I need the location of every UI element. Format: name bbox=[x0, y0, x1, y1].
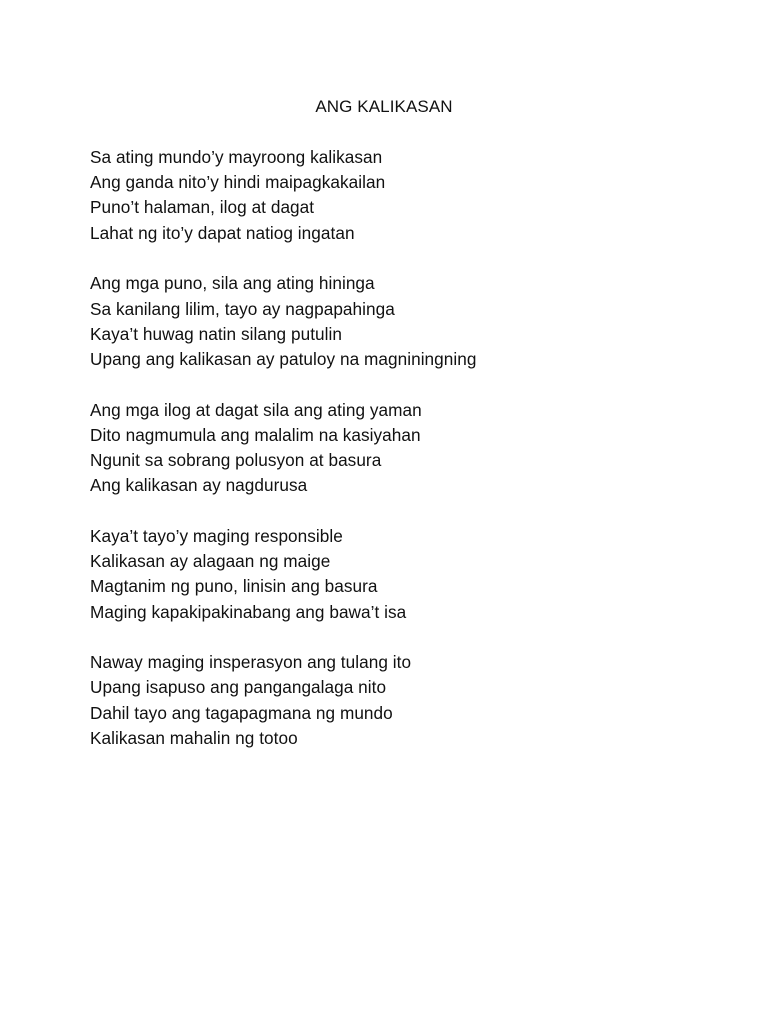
poem-line: Ngunit sa sobrang polusyon at basura bbox=[90, 450, 382, 471]
poem-line: Naway maging insperasyon ang tulang ito bbox=[90, 652, 412, 673]
poem-line: Ang mga ilog at dagat sila ang ating yaman bbox=[90, 399, 422, 420]
poem-line: Lahat ng ito’y dapat natiog ingatan bbox=[90, 222, 355, 243]
poem-line: Maging kapakipakinabang ang bawa’t isa bbox=[90, 601, 407, 622]
stanza-2 bbox=[90, 271, 710, 372]
stanza-3 bbox=[90, 398, 710, 499]
poem-line: Sa ating mundo’y mayroong kalikasan bbox=[90, 147, 383, 167]
poem-line: Ang mga puno, sila ang ating hininga bbox=[90, 273, 375, 294]
stanza-5 bbox=[90, 650, 710, 751]
poem-line: Dahil tayo ang tagapagmana ng mundo bbox=[90, 702, 393, 723]
poem-body bbox=[90, 145, 710, 777]
poem-line: Dito nagmumula ang malalim na kasiyahan bbox=[90, 424, 421, 445]
poem-line: Kalikasan ay alagaan ng maige bbox=[90, 551, 331, 572]
stanza-1 bbox=[90, 145, 710, 246]
poem-line: Puno’t halaman, ilog at dagat bbox=[90, 197, 315, 218]
poem-line: Ang ganda nito’y hindi maipagkakailan bbox=[90, 172, 386, 193]
poem-title: ANG KALIKASAN bbox=[315, 97, 453, 116]
poem-line: Kaya’t huwag natin silang putulin bbox=[90, 323, 342, 344]
poem-line: Sa kanilang lilim, tayo ay nagpapahinga bbox=[90, 298, 395, 319]
poem-line: Ang kalikasan ay nagdurusa bbox=[90, 475, 308, 496]
stanza-4 bbox=[90, 524, 710, 625]
poem-line: Kalikasan mahalin ng totoo bbox=[90, 727, 298, 748]
poem-line: Upang ang kalikasan ay patuloy na magniningning bbox=[90, 348, 477, 369]
poem-line: Magtanim ng puno, linisin ang basura bbox=[90, 576, 378, 597]
poem-line: Upang isapuso ang pangangalaga nito bbox=[90, 677, 387, 698]
poem-line: Kaya’t tayo’y maging responsible bbox=[90, 525, 343, 546]
